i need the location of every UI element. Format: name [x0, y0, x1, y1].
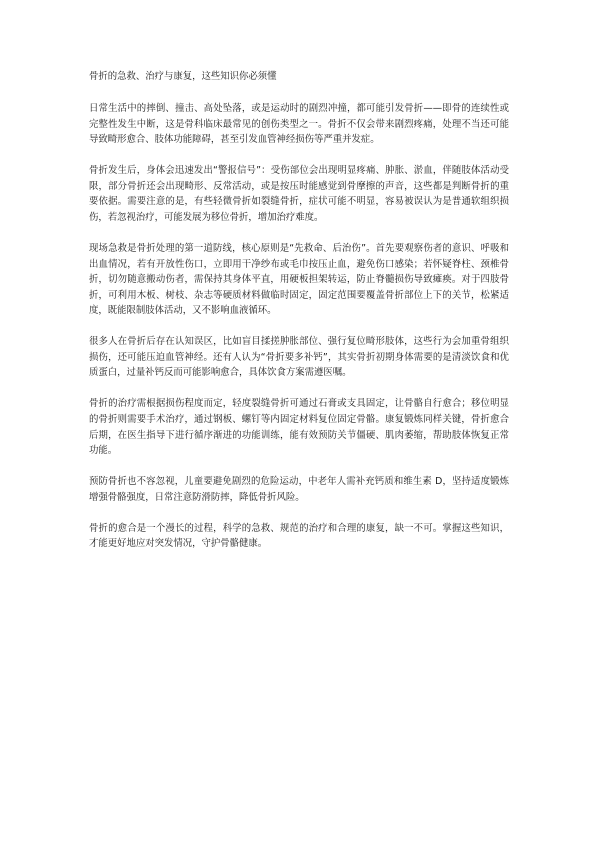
article-title: 骨折的急救、治疗与康复，这些知识你必须懂 — [89, 71, 277, 82]
paragraph-misconceptions: 很多人在骨折后存在认知误区，比如盲目揉搓肿胀部位、强行复位畸形肢体，这些行为会加重骨组织损伤，还可能压迫血管神经。还有人认为“骨折要多补钙”，其实骨折初期身体需要的是清淡饮食和优质蛋白，过量补钙反而可能影响愈合，具体饮食方案需遵医嘱。 — [89, 336, 509, 379]
paragraph-conclusion: 骨折的愈合是一个漫长的过程，科学的急救、规范的治疗和合理的康复，缺一不可。掌握这些知识，才能更好地应对突发情况，守护骨骼健康。 — [89, 522, 509, 550]
paragraph-first-aid: 现场急救是骨折处理的第一道防线，核心原则是“先救命、后治伤”。首先要观察伤者的意识、呼吸和出血情况，若有开放性伤口，立即用干净纱布或毛巾按压止血，避免伤口感染；若怀疑脊柱、颈椎骨折，切勿随意搬动伤者，需保持其身体平直，用硬板担架转运，防止脊髓损伤导致瘫痪。对于四肢骨折，可利用木板、树枝、杂志等硬质材料做临时固定，固定范围要覆盖骨折部位上下的关节，松紧适度，既能限制肢体活动，又不影响血液循环。 — [89, 242, 509, 317]
paragraph-prevention: 预防骨折也不容忽视，儿童要避免剧烈的危险运动，中老年人需补充钙质和维生素 D，坚持适度锻炼增强骨骼强度，日常注意防滑防摔，降低骨折风险。 — [89, 476, 509, 503]
paragraph-treatment: 骨折的治疗需根据损伤程度而定，轻度裂缝骨折可通过石膏或支具固定，让骨骼自行愈合；移位明显的骨折则需要手术治疗，通过钢板、螺钉等内固定材料复位固定骨骼。康复锻炼同样关键，骨折愈合后期，在医生指导下进行循序渐进的功能训练，能有效预防关节僵硬、肌肉萎缩，帮助肢体恢复正常功能。 — [89, 398, 509, 457]
paragraph-intro: 日常生活中的摔倒、撞击、高处坠落，或是运动时的剧烈冲撞，都可能引发骨折——即骨的连续性或完整性发生中断，这是骨科临床最常见的创伤类型之一。骨折不仅会带来剧烈疼痛，处理不当还可能导致畸形愈合、肢体功能障碍，甚至引发血管神经损伤等严重并发症。 — [89, 103, 509, 146]
paragraph-symptoms: 骨折发生后，身体会迅速发出“警报信号”：受伤部位会出现明显疼痛、肿胀、淤血，伴随肢体活动受限，部分骨折还会出现畸形、反常活动，或是按压时能感觉到骨摩擦的声音，这些都是判断骨折的重要依据。需要注意的是，有些轻微骨折如裂缝骨折，症状可能不明显，容易被误认为是普通软组织损伤，若忽视治疗，可能发展为移位骨折，增加治疗难度。 — [89, 165, 509, 223]
document-page — [89, 70, 509, 567]
